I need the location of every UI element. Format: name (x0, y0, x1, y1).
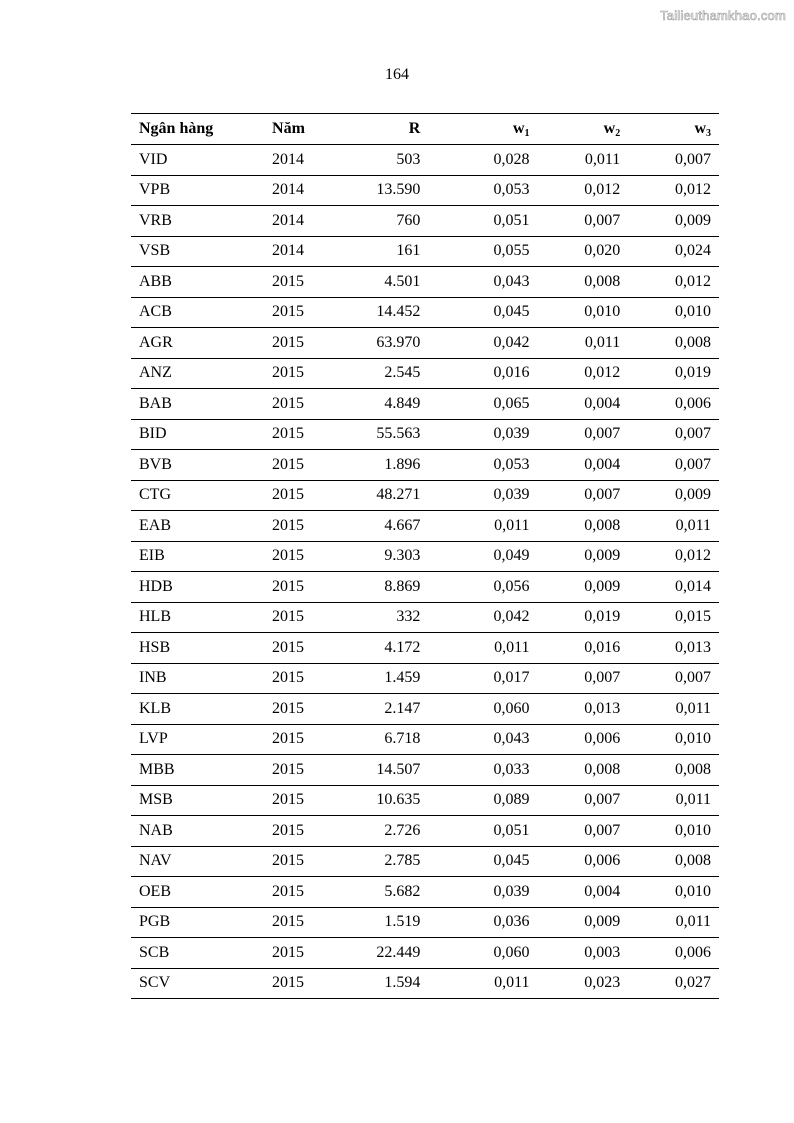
cell-w3: 0,006 (628, 389, 719, 420)
header-w3 (628, 114, 719, 145)
header-w1-subscript: 1 (524, 128, 530, 139)
cell-year: 2015 (254, 511, 329, 542)
table-row (131, 541, 719, 572)
cell-w1: 0,045 (428, 297, 537, 328)
cell-bank: LVP (131, 724, 254, 755)
cell-bank: SCV (131, 968, 254, 999)
cell-w3: 0,011 (628, 511, 719, 542)
page-number: 164 (385, 66, 409, 83)
cell-bank: ANZ (131, 358, 254, 389)
header-w2-subscript: 2 (615, 128, 621, 139)
cell-year: 2015 (254, 328, 329, 359)
cell-w1: 0,056 (428, 572, 537, 603)
cell-bank: MBB (131, 755, 254, 786)
bank-data-table (131, 113, 719, 999)
cell-w1: 0,053 (428, 175, 537, 206)
cell-r: 2.545 (329, 358, 429, 389)
cell-w2: 0,007 (538, 816, 629, 847)
table-row (131, 877, 719, 908)
cell-w2: 0,008 (538, 267, 629, 298)
cell-r: 63.970 (329, 328, 429, 359)
cell-w2: 0,010 (538, 297, 629, 328)
cell-bank: HDB (131, 572, 254, 603)
cell-w3: 0,011 (628, 907, 719, 938)
cell-w2: 0,007 (538, 480, 629, 511)
cell-bank: VRB (131, 206, 254, 237)
cell-r: 503 (329, 145, 429, 176)
cell-bank: MSB (131, 785, 254, 816)
cell-w1: 0,039 (428, 480, 537, 511)
cell-w3: 0,013 (628, 633, 719, 664)
cell-w2: 0,011 (538, 145, 629, 176)
cell-w2: 0,004 (538, 389, 629, 420)
header-w2 (538, 114, 629, 145)
cell-w2: 0,009 (538, 572, 629, 603)
cell-r: 4.849 (329, 389, 429, 420)
cell-w2: 0,006 (538, 724, 629, 755)
table-row (131, 633, 719, 664)
cell-year: 2015 (254, 419, 329, 450)
cell-year: 2015 (254, 846, 329, 877)
header-r: R (329, 114, 429, 145)
cell-w2: 0,012 (538, 175, 629, 206)
cell-year: 2014 (254, 175, 329, 206)
cell-w1: 0,017 (428, 663, 537, 694)
table-row (131, 907, 719, 938)
cell-w3: 0,019 (628, 358, 719, 389)
cell-year: 2015 (254, 877, 329, 908)
header-year: Năm (254, 114, 329, 145)
cell-w1: 0,011 (428, 633, 537, 664)
cell-year: 2015 (254, 785, 329, 816)
cell-r: 332 (329, 602, 429, 633)
cell-w3: 0,014 (628, 572, 719, 603)
cell-w1: 0,055 (428, 236, 537, 267)
cell-year: 2015 (254, 267, 329, 298)
table-row (131, 938, 719, 969)
cell-year: 2015 (254, 663, 329, 694)
cell-w3: 0,007 (628, 419, 719, 450)
cell-year: 2015 (254, 633, 329, 664)
cell-r: 55.563 (329, 419, 429, 450)
cell-r: 14.507 (329, 755, 429, 786)
cell-w3: 0,008 (628, 755, 719, 786)
table-row (131, 785, 719, 816)
table-row (131, 175, 719, 206)
cell-w1: 0,042 (428, 602, 537, 633)
cell-w2: 0,007 (538, 785, 629, 816)
cell-w1: 0,060 (428, 694, 537, 725)
cell-w1: 0,089 (428, 785, 537, 816)
table-row (131, 755, 719, 786)
cell-w1: 0,042 (428, 328, 537, 359)
cell-r: 13.590 (329, 175, 429, 206)
cell-w2: 0,007 (538, 663, 629, 694)
cell-r: 2.785 (329, 846, 429, 877)
cell-r: 4.667 (329, 511, 429, 542)
cell-w2: 0,008 (538, 755, 629, 786)
cell-bank: VPB (131, 175, 254, 206)
cell-bank: CTG (131, 480, 254, 511)
cell-w3: 0,009 (628, 480, 719, 511)
cell-year: 2015 (254, 358, 329, 389)
cell-bank: OEB (131, 877, 254, 908)
cell-year: 2014 (254, 145, 329, 176)
header-w3-subscript: 3 (706, 128, 711, 139)
header-w3-base: w (694, 120, 706, 137)
cell-w2: 0,008 (538, 511, 629, 542)
cell-w3: 0,010 (628, 297, 719, 328)
cell-w2: 0,009 (538, 907, 629, 938)
table-row (131, 694, 719, 725)
cell-bank: PGB (131, 907, 254, 938)
cell-bank: BVB (131, 450, 254, 481)
cell-year: 2014 (254, 206, 329, 237)
cell-r: 8.869 (329, 572, 429, 603)
cell-year: 2015 (254, 541, 329, 572)
table-row (131, 328, 719, 359)
cell-bank: KLB (131, 694, 254, 725)
table-row (131, 450, 719, 481)
cell-r: 1.519 (329, 907, 429, 938)
cell-w3: 0,024 (628, 236, 719, 267)
cell-w2: 0,006 (538, 846, 629, 877)
cell-w1: 0,039 (428, 877, 537, 908)
cell-w3: 0,008 (628, 328, 719, 359)
cell-w2: 0,023 (538, 968, 629, 999)
cell-r: 760 (329, 206, 429, 237)
cell-w3: 0,010 (628, 877, 719, 908)
cell-bank: AGR (131, 328, 254, 359)
table-row (131, 968, 719, 999)
table-row (131, 267, 719, 298)
cell-year: 2015 (254, 572, 329, 603)
cell-year: 2014 (254, 236, 329, 267)
cell-r: 1.459 (329, 663, 429, 694)
cell-r: 9.303 (329, 541, 429, 572)
cell-w3: 0,009 (628, 206, 719, 237)
cell-w3: 0,007 (628, 450, 719, 481)
cell-w1: 0,016 (428, 358, 537, 389)
table-row (131, 206, 719, 237)
cell-w1: 0,045 (428, 846, 537, 877)
cell-w1: 0,060 (428, 938, 537, 969)
cell-w3: 0,012 (628, 175, 719, 206)
cell-bank: EIB (131, 541, 254, 572)
cell-bank: EAB (131, 511, 254, 542)
cell-w1: 0,051 (428, 816, 537, 847)
table-row (131, 724, 719, 755)
cell-w2: 0,011 (538, 328, 629, 359)
cell-bank: INB (131, 663, 254, 694)
cell-w3: 0,027 (628, 968, 719, 999)
header-w2-base: w (603, 120, 616, 137)
cell-w3: 0,007 (628, 145, 719, 176)
cell-r: 4.501 (329, 267, 429, 298)
table-row (131, 419, 719, 450)
table-row (131, 816, 719, 847)
cell-w3: 0,010 (628, 724, 719, 755)
cell-w1: 0,036 (428, 907, 537, 938)
cell-year: 2015 (254, 602, 329, 633)
cell-w3: 0,007 (628, 663, 719, 694)
cell-w2: 0,009 (538, 541, 629, 572)
cell-r: 161 (329, 236, 429, 267)
cell-w1: 0,065 (428, 389, 537, 420)
cell-year: 2015 (254, 816, 329, 847)
cell-year: 2015 (254, 938, 329, 969)
cell-bank: NAB (131, 816, 254, 847)
cell-w3: 0,015 (628, 602, 719, 633)
watermark-text: Tailieuthamkhao.com (660, 8, 786, 23)
table-body (131, 145, 719, 999)
cell-w2: 0,003 (538, 938, 629, 969)
cell-w2: 0,007 (538, 419, 629, 450)
cell-r: 6.718 (329, 724, 429, 755)
cell-w3: 0,012 (628, 267, 719, 298)
cell-r: 5.682 (329, 877, 429, 908)
cell-w2: 0,020 (538, 236, 629, 267)
header-bank: Ngân hàng (131, 114, 254, 145)
cell-w2: 0,004 (538, 877, 629, 908)
table-header (131, 114, 719, 145)
table-row (131, 297, 719, 328)
cell-year: 2015 (254, 450, 329, 481)
cell-r: 10.635 (329, 785, 429, 816)
cell-bank: HLB (131, 602, 254, 633)
cell-w3: 0,008 (628, 846, 719, 877)
cell-w2: 0,007 (538, 206, 629, 237)
cell-r: 1.896 (329, 450, 429, 481)
cell-w1: 0,028 (428, 145, 537, 176)
cell-w2: 0,004 (538, 450, 629, 481)
cell-bank: BID (131, 419, 254, 450)
cell-w1: 0,039 (428, 419, 537, 450)
cell-w2: 0,013 (538, 694, 629, 725)
cell-year: 2015 (254, 297, 329, 328)
cell-r: 22.449 (329, 938, 429, 969)
table-row (131, 236, 719, 267)
table-row (131, 846, 719, 877)
cell-r: 1.594 (329, 968, 429, 999)
cell-w1: 0,049 (428, 541, 537, 572)
cell-w2: 0,019 (538, 602, 629, 633)
table-row (131, 511, 719, 542)
cell-r: 2.147 (329, 694, 429, 725)
table-row (131, 572, 719, 603)
cell-r: 48.271 (329, 480, 429, 511)
table-row (131, 602, 719, 633)
cell-w1: 0,011 (428, 968, 537, 999)
cell-bank: HSB (131, 633, 254, 664)
cell-r: 4.172 (329, 633, 429, 664)
cell-w1: 0,011 (428, 511, 537, 542)
cell-w3: 0,010 (628, 816, 719, 847)
table-row (131, 389, 719, 420)
header-w1 (428, 114, 537, 145)
cell-bank: SCB (131, 938, 254, 969)
cell-r: 2.726 (329, 816, 429, 847)
cell-bank: ABB (131, 267, 254, 298)
header-row (131, 114, 719, 145)
cell-year: 2015 (254, 907, 329, 938)
cell-r: 14.452 (329, 297, 429, 328)
header-w1-base: w (512, 120, 525, 137)
cell-w3: 0,006 (628, 938, 719, 969)
cell-w3: 0,011 (628, 694, 719, 725)
cell-bank: BAB (131, 389, 254, 420)
cell-bank: NAV (131, 846, 254, 877)
table-row (131, 358, 719, 389)
table-row (131, 145, 719, 176)
cell-w3: 0,011 (628, 785, 719, 816)
cell-w2: 0,016 (538, 633, 629, 664)
cell-w1: 0,043 (428, 724, 537, 755)
cell-year: 2015 (254, 389, 329, 420)
cell-bank: VID (131, 145, 254, 176)
cell-w1: 0,043 (428, 267, 537, 298)
table-row (131, 663, 719, 694)
cell-bank: VSB (131, 236, 254, 267)
cell-bank: ACB (131, 297, 254, 328)
cell-year: 2015 (254, 968, 329, 999)
cell-w1: 0,051 (428, 206, 537, 237)
cell-w1: 0,053 (428, 450, 537, 481)
cell-year: 2015 (254, 755, 329, 786)
cell-w2: 0,012 (538, 358, 629, 389)
cell-w3: 0,012 (628, 541, 719, 572)
cell-year: 2015 (254, 480, 329, 511)
table-row (131, 480, 719, 511)
cell-year: 2015 (254, 724, 329, 755)
cell-w1: 0,033 (428, 755, 537, 786)
cell-year: 2015 (254, 694, 329, 725)
